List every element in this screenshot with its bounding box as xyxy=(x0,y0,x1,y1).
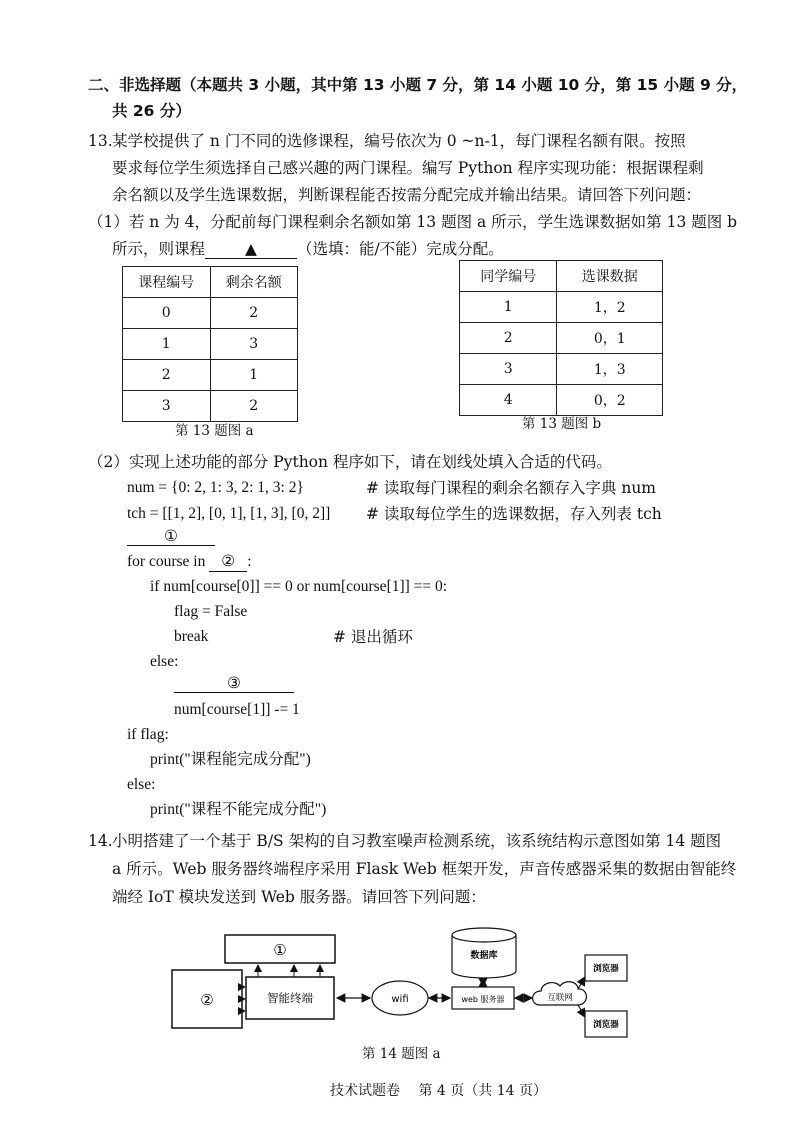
page-footer: 技术试题卷 第 4 页（共 14 页） xyxy=(330,1083,547,1099)
course-quota-table xyxy=(122,266,298,422)
table-cell: 0 xyxy=(123,298,211,329)
code-blank1-line xyxy=(127,526,215,546)
table-row xyxy=(123,298,298,329)
table-row xyxy=(460,323,663,354)
q13-part1-post: （选填：能/不能）完成分配。 xyxy=(297,240,504,258)
table-header: 课程编号 xyxy=(123,267,211,298)
module-box-1-label: ① xyxy=(273,941,287,959)
table-cell: 1 xyxy=(210,360,298,391)
arrow xyxy=(578,977,585,989)
q14-stem-line2: a 所示。Web 服务器终端程序采用 Flask Web 框架开发，声音传感器采集的数据由智能终 xyxy=(112,860,737,878)
table-row xyxy=(460,385,663,416)
web-server-label: web 服务器 xyxy=(461,995,505,1004)
code-blank3-line xyxy=(174,673,294,693)
q13-part2-intro: （2）实现上述功能的部分 Python 程序如下，请在划线处填入合适的代码。 xyxy=(88,453,612,471)
q13-stem-line3: 余名额以及学生选课数据，判断课程能否按需分配完成并输出结果。请回答下列问题： xyxy=(112,186,702,204)
code-line-for xyxy=(127,552,252,572)
table-cell: 3 xyxy=(123,391,211,422)
q13-part1-line1: （1）若 n 为 4，分配前每门课程剩余名额如第 13 题图 a 所示，学生选课数据如第 13 题图 b xyxy=(88,213,738,231)
table-header-row xyxy=(123,267,298,298)
table-row xyxy=(123,329,298,360)
system-diagram xyxy=(160,925,650,1040)
code-line-decrement: num[course[1]] -= 1 xyxy=(174,701,300,718)
table-cell: 2 xyxy=(123,360,211,391)
code-comment-tch: # 读取每位学生的选课数据，存入列表 tch xyxy=(366,505,662,523)
table-header: 同学编号 xyxy=(460,261,557,292)
code-line-print-no: print("课程不能完成分配") xyxy=(150,801,327,818)
code-for-post: : xyxy=(247,553,252,570)
table-cell: 4 xyxy=(460,385,557,416)
code-line-ifflag: if flag: xyxy=(127,726,169,743)
table-cell: 0，1 xyxy=(557,323,663,354)
q13-stem-line1: 某学校提供了 n 门不同的选修课程，编号依次为 0 ~n-1，每门课程名额有限。按照 xyxy=(112,132,686,150)
code-line-tch: tch = [[1, 2], [0, 1], [1, 3], [0, 2]] xyxy=(127,505,331,522)
student-choice-table xyxy=(459,260,663,416)
table-row xyxy=(123,360,298,391)
code-line-break: break xyxy=(174,628,209,645)
table-cell: 3 xyxy=(210,329,298,360)
q14-stem-line3: 端经 IoT 模块发送到 Web 服务器。请回答下列问题： xyxy=(112,888,486,906)
answer-blank-2[interactable]: ② xyxy=(209,553,247,572)
code-line-if: if num[course[0]] == 0 or num[course[1]] == 0: xyxy=(150,578,448,595)
table-cell: 3 xyxy=(460,354,557,385)
database-top xyxy=(452,928,516,942)
arrow xyxy=(578,1005,585,1017)
table-a-caption: 第 13 题图 a xyxy=(175,423,254,439)
q13-number: 13. xyxy=(88,132,113,150)
wifi-label: wifi xyxy=(391,994,409,1005)
answer-blank-3[interactable]: ③ xyxy=(174,674,294,693)
code-line-print-yes: print("课程能完成分配") xyxy=(150,751,311,768)
q14-stem-line1: 小明搭建了一个基于 B/S 架构的自习教室噪声检测系统，该系统结构示意图如第 14 题图 xyxy=(112,832,722,850)
browser-label-1: 浏览器 xyxy=(593,964,619,974)
section-heading-line1: 二、非选择题（本题共 3 小题，其中第 13 小题 7 分，第 14 小题 10 分，第 15 小题 9 分， xyxy=(88,76,748,94)
module-box-2-label: ② xyxy=(200,991,214,1009)
q13-part1-pre: 所示，则课程 xyxy=(112,240,206,258)
table-cell: 1，3 xyxy=(557,354,663,385)
code-line-else: else: xyxy=(150,653,179,670)
code-for-pre: for course in xyxy=(127,553,206,570)
table-cell: 1，2 xyxy=(557,292,663,323)
smart-terminal-label: 智能终端 xyxy=(267,991,313,1005)
table-header: 选课数据 xyxy=(557,261,663,292)
internet-label: 互联网 xyxy=(547,993,573,1003)
code-comment-num: # 读取每门课程的剩余名额存入字典 num xyxy=(366,479,657,497)
table-cell: 2 xyxy=(210,391,298,422)
code-line-flag: flag = False xyxy=(174,603,248,620)
code-comment-break: # 退出循环 xyxy=(333,628,413,646)
table-header-row xyxy=(460,261,663,292)
table-header: 剩余名额 xyxy=(210,267,298,298)
q14-number: 14. xyxy=(88,832,113,850)
table-b-caption: 第 13 题图 b xyxy=(522,416,602,432)
table-cell: 2 xyxy=(460,323,557,354)
code-line-else2: else: xyxy=(127,776,156,793)
table-row xyxy=(123,391,298,422)
code-line-num: num = {0: 2, 1: 3, 2: 1, 3: 2} xyxy=(127,479,304,496)
table-cell: 2 xyxy=(210,298,298,329)
q13-part1-line2 xyxy=(112,239,504,259)
q13-stem-line2: 要求每位学生须选择自己感兴趣的两门课程。编写 Python 程序实现功能：根据课程剩 xyxy=(112,159,704,177)
section-heading-line2: 共 26 分） xyxy=(112,102,191,120)
figure-14a-caption: 第 14 题图 a xyxy=(362,1046,441,1062)
table-cell: 1 xyxy=(460,292,557,323)
browser-label-2: 浏览器 xyxy=(593,1020,619,1030)
answer-blank-1[interactable]: ① xyxy=(127,527,215,546)
table-row xyxy=(460,354,663,385)
answer-blank-part1[interactable]: ▲ xyxy=(205,240,297,259)
table-cell: 1 xyxy=(123,329,211,360)
table-row xyxy=(460,292,663,323)
table-cell: 0，2 xyxy=(557,385,663,416)
database-label: 数据库 xyxy=(470,951,498,961)
